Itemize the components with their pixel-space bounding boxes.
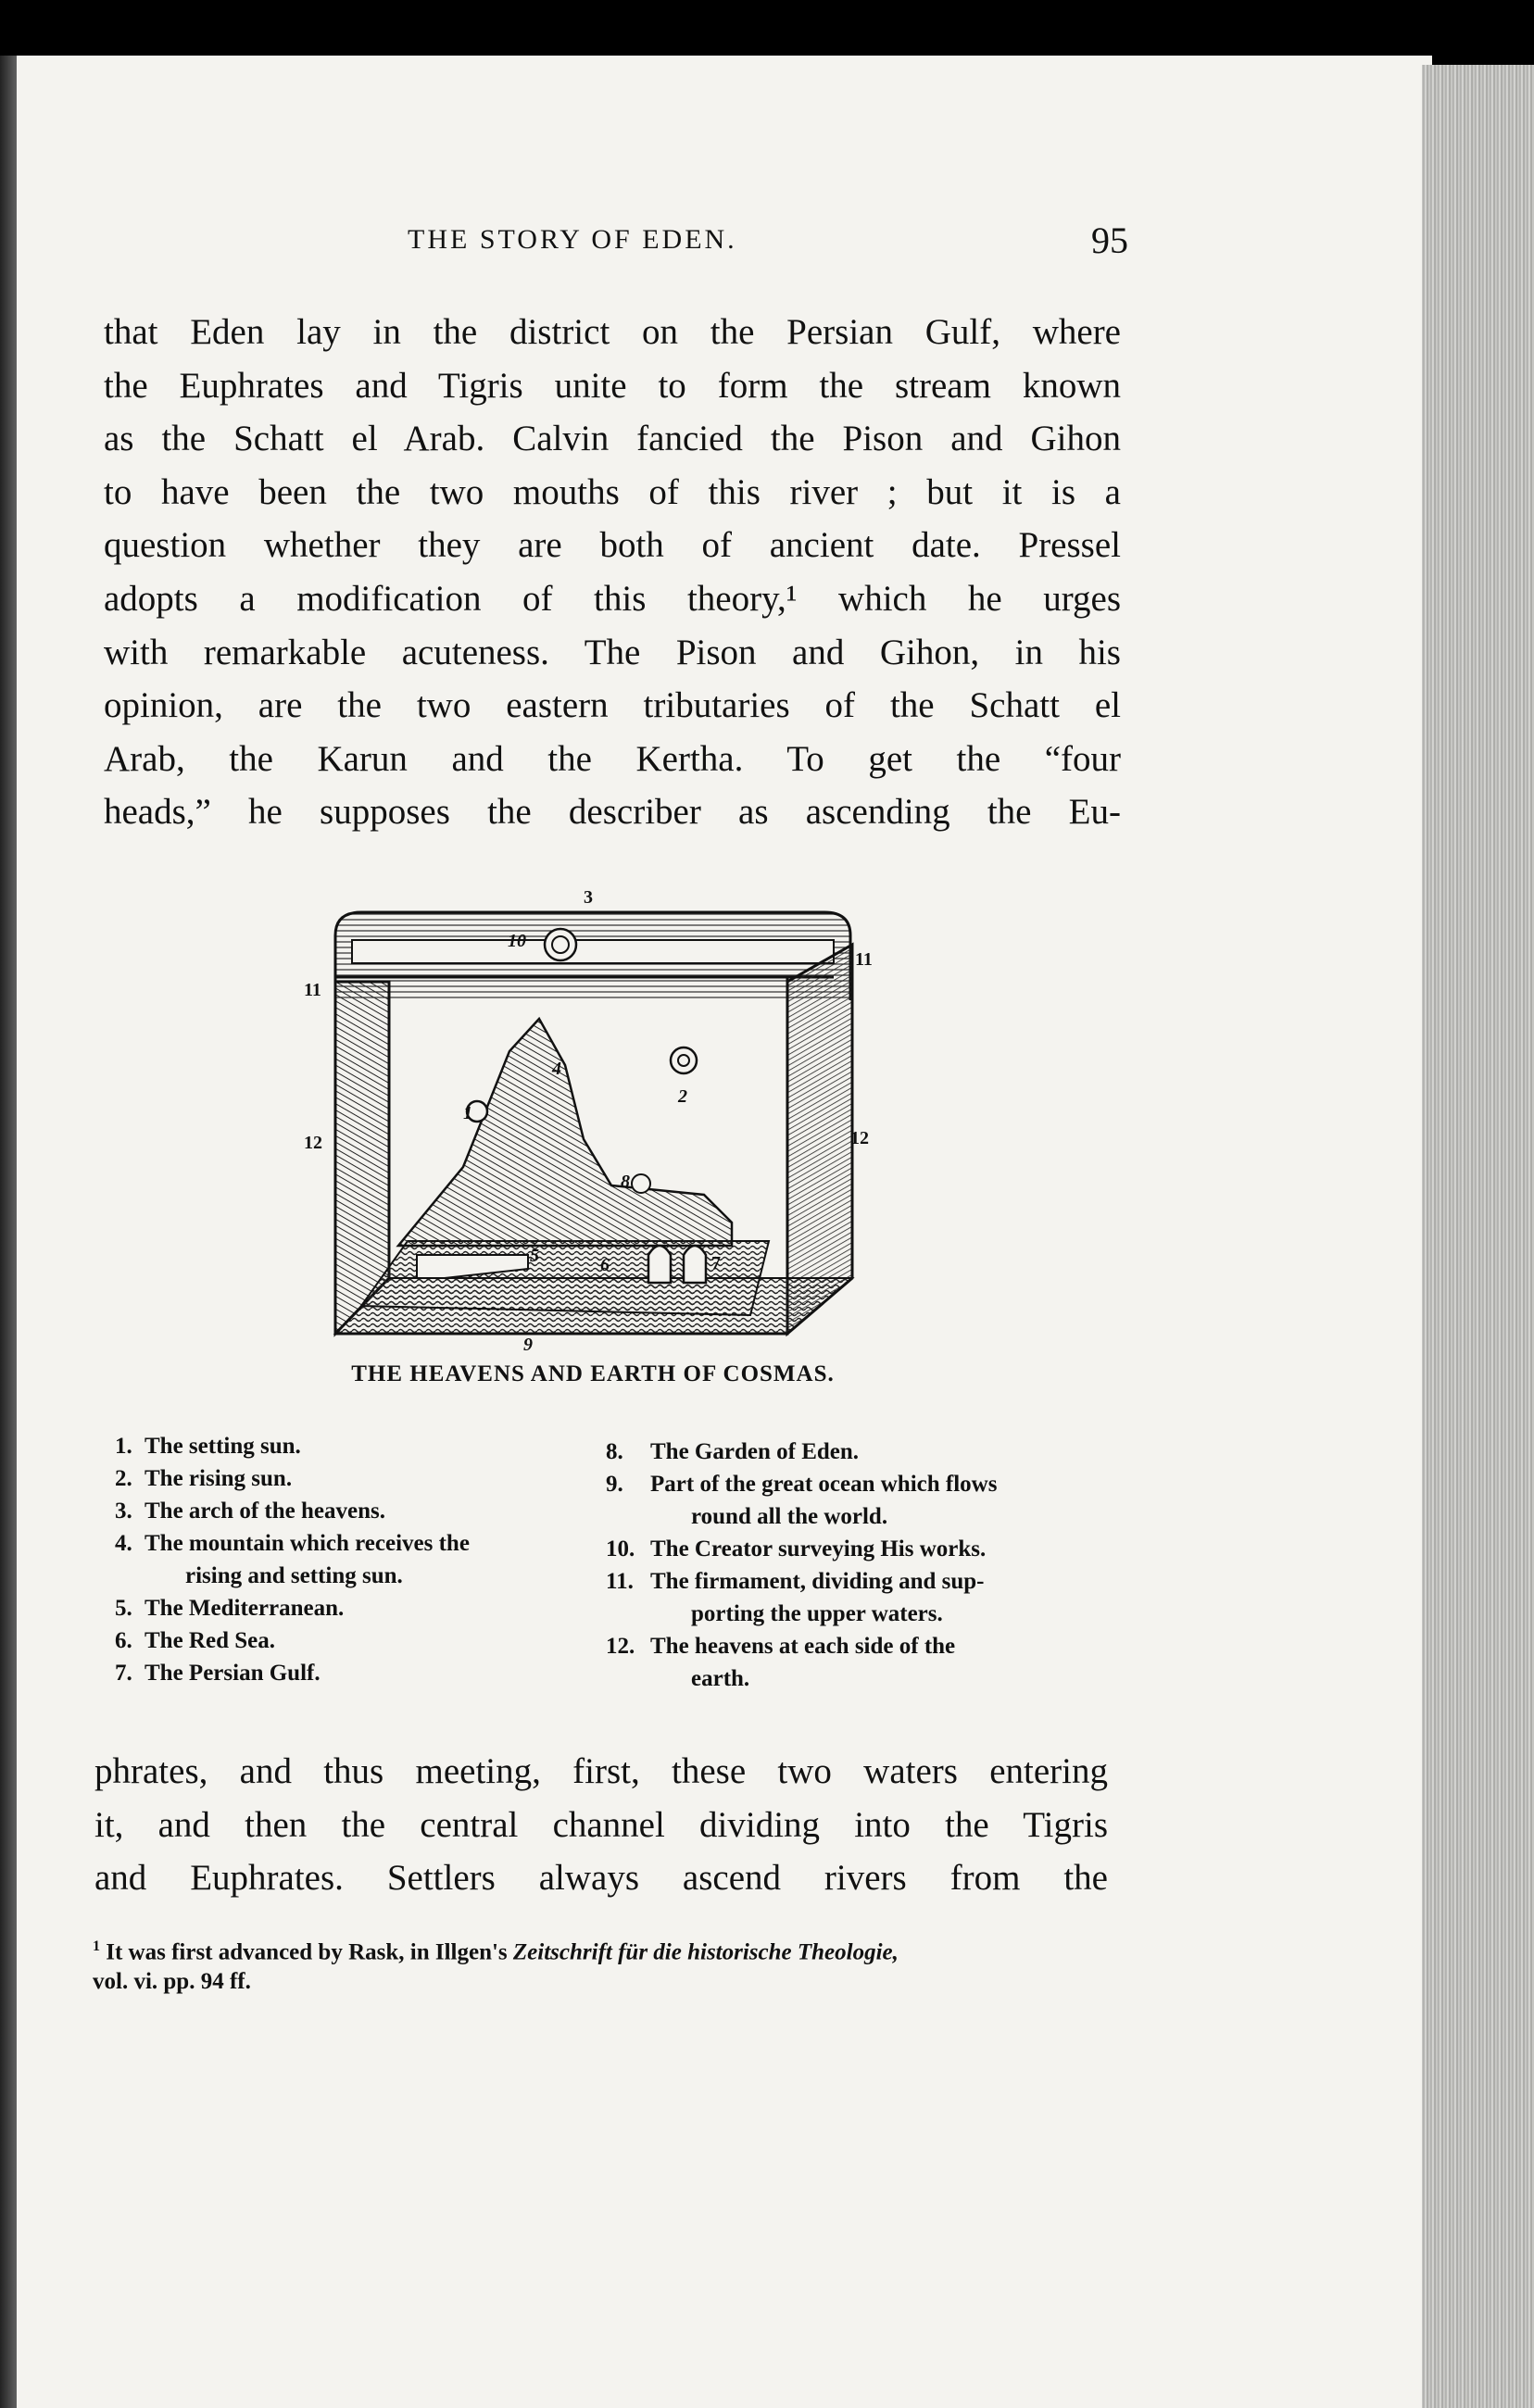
persian-gulf-arch — [684, 1246, 706, 1283]
legend-item: 8. The Garden of Eden. — [606, 1439, 860, 1464]
fig-label-7: 7 — [711, 1253, 721, 1273]
fig-label-11-left: 11 — [304, 980, 321, 1000]
legend-right — [606, 1436, 1111, 1695]
legend-item: 6. The Red Sea. — [115, 1628, 275, 1653]
fig-label-12-left: 12 — [304, 1133, 322, 1153]
body-paragraph-2 — [94, 1745, 1108, 1905]
rising-sun — [671, 1047, 697, 1073]
fig-label-8: 8 — [621, 1172, 630, 1192]
fig-label-2: 2 — [678, 1086, 687, 1107]
fig-label-3: 3 — [584, 889, 593, 908]
creator-circle — [545, 929, 576, 960]
legend-item: 10. The Creator surveying His works. — [606, 1536, 987, 1561]
legend-item: 5. The Mediterranean. — [115, 1596, 345, 1621]
legend-item: 7. The Persian Gulf. — [115, 1661, 321, 1686]
body-paragraph-1 — [104, 306, 1121, 839]
legend-item: 9. Part of the great ocean which flows round all the world. — [606, 1472, 998, 1529]
red-sea-arch — [648, 1246, 671, 1283]
fig-label-12-right: 12 — [850, 1128, 869, 1148]
running-head — [408, 219, 1128, 261]
footnote — [93, 1932, 1115, 1997]
page-number: 95 — [1091, 219, 1128, 261]
text-line: it, and then the central channel dividing into the Tigris — [94, 1804, 1108, 1845]
text-line: as the Schatt el Arab. Calvin fancied the Pison and Gihon — [104, 419, 1121, 459]
fig-label-10: 10 — [508, 931, 526, 951]
running-head-title: THE STORY OF EDEN. — [408, 224, 737, 255]
garden-of-eden — [632, 1174, 650, 1193]
legend-item: 11. The firmament, dividing and sup- porting the upper waters. — [606, 1569, 985, 1626]
text-line: phrates, and thus meeting, first, these two waters entering — [94, 1751, 1108, 1791]
fig-label-6: 6 — [600, 1255, 610, 1275]
fig-label-4: 4 — [552, 1059, 561, 1079]
text-line: Arab, the Karun and the Kertha. To get the “four — [104, 738, 1121, 779]
legend-item: 3. The arch of the heavens. — [115, 1499, 385, 1524]
legend-left — [115, 1430, 578, 1689]
legend-item: 2. The rising sun. — [115, 1466, 293, 1491]
fig-label-9: 9 — [523, 1335, 533, 1352]
arch-of-heavens — [335, 912, 850, 1000]
text-line: to have been the two mouths of this river ; but it is a — [104, 471, 1121, 512]
fig-label-11-right: 11 — [855, 949, 873, 970]
legend-item: 1. The setting sun. — [115, 1434, 301, 1459]
text-line: with remarkable acuteness. The Pison and Gihon, in his — [104, 632, 1121, 672]
text-line: the Euphrates and Tigris unite to form the stream known — [104, 365, 1121, 406]
legend-item: 4. The mountain which receives the rising and setting sun. — [115, 1531, 470, 1588]
fig-label-5: 5 — [530, 1246, 539, 1266]
text-line: adopts a modification of this theory,¹ which he urges — [104, 578, 1121, 619]
footnote-marker: 1 — [93, 1938, 100, 1954]
footnote-line-2: vol. vi. pp. 94 ff. — [93, 1969, 251, 1995]
text-line: opinion, are the two eastern tributaries of the Schatt el — [104, 685, 1121, 726]
text-line: heads,” he supposes the describer as ascending the Eu- — [104, 792, 1121, 833]
fig-label-1: 1 — [463, 1103, 472, 1123]
legend-item: 12. The heavens at each side of the earth. — [606, 1634, 956, 1691]
figure-caption: THE HEAVENS AND EARTH OF COSMAS. — [351, 1361, 835, 1386]
footnote-journal-title: Zeitschrift für die historische Theologie, — [512, 1939, 899, 1965]
cosmas-diagram — [296, 889, 889, 1352]
right-heavens-wall — [787, 945, 852, 1334]
footnote-text: It was first advanced by Rask, in Illgen's — [106, 1939, 513, 1965]
page-edges — [1422, 65, 1534, 2408]
text-line: and Euphrates. Settlers always ascend rivers from the — [94, 1858, 1108, 1899]
text-line: that Eden lay in the district on the Persian Gulf, where — [104, 312, 1121, 352]
text-line: question whether they are both of ancient date. Pressel — [104, 525, 1121, 566]
